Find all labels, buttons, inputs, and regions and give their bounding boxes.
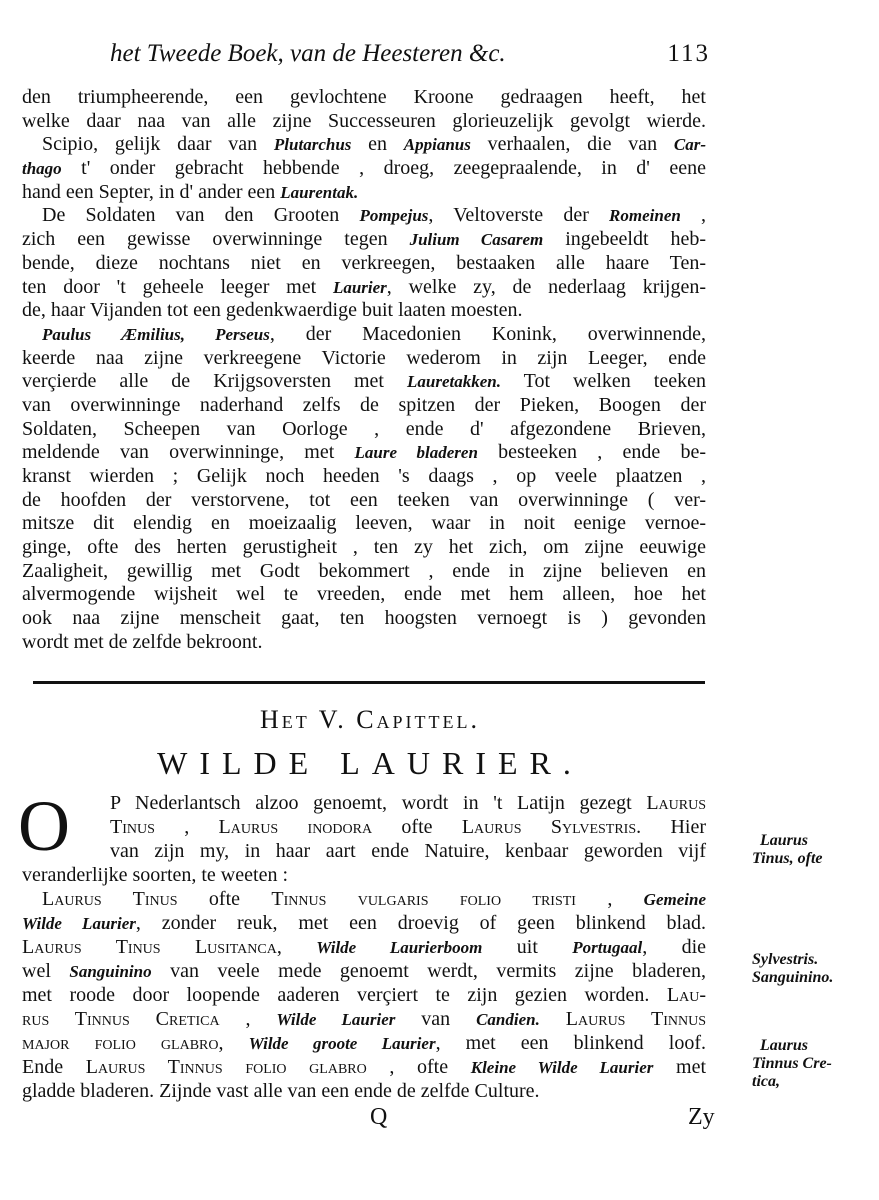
italic-text: Paulus Æmilius, Perseus: [42, 324, 270, 344]
text-line: [22, 815, 706, 839]
text-segment: , met een blinkend loof.: [435, 1032, 707, 1054]
text-line: [22, 370, 706, 394]
text-segment: , der Macedonien Konink, overwinnende,: [269, 322, 706, 345]
italic-text: Wilde Laurierboom: [316, 938, 483, 957]
text-line: [22, 1079, 706, 1103]
chapter-heading: Het V. Capittel.: [259, 705, 481, 734]
text-segment: ofte: [177, 888, 272, 910]
margin-note-2: [752, 951, 833, 987]
margin-note-line: tica,: [752, 1073, 780, 1090]
body-text-top: [22, 86, 706, 655]
text-segment: ten door 't geheele leeger met: [22, 275, 333, 298]
small-caps-text: Tinnus vulgaris folio tristi: [271, 888, 576, 910]
text-line: [22, 133, 706, 157]
text-segment: met roode door loopende aaderen verçiert te zijn gezien worden.: [22, 984, 667, 1006]
italic-text: Julium Casarem: [409, 230, 544, 250]
text-segment: van zijn my, in haar aart ende Natuire, kenbaar geworden vijf: [110, 840, 706, 862]
small-caps-text: Lau-: [666, 984, 706, 1006]
text-segment: van veele mede genoemt werdt, vermits zijne bladeren,: [151, 960, 706, 982]
text-segment: Hier: [641, 816, 707, 838]
italic-text: Lauretakken.: [406, 372, 501, 392]
text-segment: ginge, ofte des herten gerustigheit , ten zy het zich, om zijne eeuwige: [22, 536, 706, 559]
text-line: [22, 1055, 706, 1079]
italic-text: Appianus: [403, 135, 471, 155]
text-line: [22, 631, 706, 655]
text-segment: bende, dieze nochtans niet en verkreegen, bestaaken alle haare Ten-: [22, 251, 706, 274]
text-segment: Soldaten, Scheepen van Oorloge , ende d' afgezondene Brieven,: [22, 417, 706, 440]
margin-note-line: Sylvestris.: [752, 951, 819, 968]
text-segment: P Nederlantsch alzoo genoemt, wordt in 't Latijn gezegt: [110, 792, 647, 814]
text-line: [22, 323, 706, 347]
text-segment: , Veltoverste der: [428, 204, 610, 227]
running-title: het Tweede Boek, van de Heesteren &c.: [110, 40, 506, 67]
text-segment: ,: [575, 888, 644, 910]
text-segment: Zaaligheit, gewillig met Godt bekommert , ende in zijne believen en: [22, 559, 706, 582]
text-segment: ofte: [372, 816, 462, 838]
small-caps-text: Laurus: [646, 792, 706, 814]
text-segment: welke daar naa van alle zijne Successeuren glorieuzelijk gevolgt wierde.: [22, 109, 706, 132]
text-line: [22, 347, 706, 371]
italic-text: Kleine Wilde Laurier: [470, 1058, 654, 1077]
text-segment: den triumpheerende, een gevlochtene Kroone gedraagen heeft, het: [22, 86, 706, 108]
text-line: [22, 959, 706, 983]
section-divider: [33, 681, 705, 684]
text-line: [22, 228, 706, 252]
page-number: 113: [667, 40, 710, 67]
text-segment: verçierde alle de Krijgsoversten met: [22, 370, 407, 393]
running-header: [110, 40, 710, 72]
text-segment: wel: [22, 960, 70, 982]
text-segment: met: [653, 1056, 707, 1078]
text-segment: besteeken , ende be-: [477, 441, 706, 464]
text-line: [22, 418, 706, 442]
text-line: [22, 276, 706, 300]
text-segment: , die: [642, 936, 707, 958]
drop-cap: O: [18, 786, 70, 866]
margin-note-line: Tinnus Cre-: [752, 1055, 832, 1072]
italic-text: Laurier: [332, 277, 387, 297]
italic-text: Car-: [673, 135, 706, 155]
text-line: [22, 863, 706, 887]
catchword: Zy: [688, 1104, 715, 1130]
text-segment: [540, 1008, 566, 1030]
text-segment: hand een Septer, in d' ander een: [22, 180, 281, 203]
italic-text: Candien.: [476, 1010, 540, 1029]
text-segment: de, haar Vijanden tot een gedenkwaerdige buit laaten moesten.: [22, 299, 523, 322]
text-segment: Ende: [22, 1056, 86, 1078]
text-segment: meldende van overwinninge, met: [22, 441, 355, 464]
italic-text: Wilde Laurier: [22, 914, 136, 933]
signature-mark: Q: [370, 1104, 388, 1130]
text-segment: ,: [276, 936, 317, 958]
text-line: [22, 583, 706, 607]
text-segment: De Soldaten van den Grooten: [22, 204, 360, 227]
text-segment: gladde bladeren. Zijnde vast alle van een ende de zelfde Culture.: [22, 1080, 540, 1102]
italic-text: Gemeine: [643, 890, 706, 909]
text-segment: keerde naa zijne verkreegene Victorie wederom in zijn Leeger, ende: [22, 346, 706, 369]
italic-text: Plutarchus: [273, 135, 352, 155]
text-segment: alvermogende wijsheit wel te vreeden, ende met hem alleen, hoe het: [22, 583, 706, 606]
text-line: [22, 86, 706, 110]
text-line: [22, 607, 706, 631]
text-segment: mitsze dit elendig en moeizaalig leeven, waar in noit eenige vernoe-: [22, 512, 706, 535]
text-line: [22, 1031, 706, 1055]
italic-text: Pompejus: [359, 206, 429, 226]
italic-text: Wilde Laurier: [276, 1010, 396, 1029]
text-segment: veranderlijke soorten, te weeten :: [22, 864, 288, 886]
text-segment: uit: [482, 936, 573, 958]
text-line: [22, 110, 706, 134]
text-segment: kranst wierden ; Gelijk noch heeden 's daags , op veele plaatzen ,: [22, 465, 706, 487]
italic-text: Laure bladeren: [354, 443, 478, 463]
text-line: [22, 791, 706, 815]
text-segment: , zonder reuk, met een droevig of geen blinkend blad.: [135, 912, 706, 934]
text-line: [22, 536, 706, 560]
small-caps-text: Laurus Tinus Lusitanca: [22, 936, 277, 958]
margin-note-1: [752, 832, 823, 868]
margin-note-line: Laurus: [760, 832, 809, 849]
text-segment: van overwinninge naderhand zelfs de spitzen der Pieken, Boogen der: [22, 393, 706, 416]
text-segment: [22, 888, 42, 910]
text-line: [22, 489, 706, 513]
text-line: [22, 157, 706, 181]
small-caps-text: Laurus Tinnus: [565, 1008, 707, 1030]
small-caps-text: Laurus Tinus: [42, 888, 178, 910]
text-segment: en: [351, 133, 404, 156]
text-line: [22, 181, 706, 205]
text-segment: van: [395, 1008, 477, 1030]
italic-text: Sanguinino: [69, 962, 152, 981]
text-segment: verhaalen, die van: [470, 133, 674, 156]
margin-note-line: Tinus, ofte: [752, 850, 823, 867]
text-segment: zich een gewisse overwinninge tegen: [22, 228, 410, 251]
text-segment: de hoofden der verstorvene, tot een teeken van overwinninge ( ver-: [22, 488, 706, 511]
text-line: [22, 839, 706, 863]
italic-text: Romeinen: [609, 206, 681, 226]
text-segment: ook naa zijne menscheit gaat, ten hoogsten vernoegt is ) gevonden: [22, 607, 706, 630]
text-segment: [22, 323, 42, 345]
small-caps-text: Laurus Tinnus folio glabro: [85, 1056, 367, 1078]
margin-note-3: [752, 1037, 832, 1091]
text-line: [22, 935, 706, 959]
text-segment: Tot welken teeken: [500, 370, 706, 393]
text-line: [22, 299, 706, 323]
italic-text: Laurentak.: [280, 182, 359, 202]
text-line: [22, 887, 706, 911]
text-line: [22, 983, 706, 1007]
text-segment: , ofte: [366, 1056, 471, 1078]
text-segment: ,: [218, 1032, 249, 1054]
italic-text: Wilde groote Laurier: [248, 1034, 436, 1053]
small-caps-text: Tinus , Laurus inodora: [110, 816, 373, 838]
text-line: [22, 911, 706, 935]
small-caps-text: Laurus Sylvestris.: [461, 816, 642, 838]
chapter-title: WILDE LAURIER.: [157, 745, 583, 781]
text-segment: Scipio, gelijk daar van: [22, 133, 274, 156]
text-line: [22, 252, 706, 276]
small-caps-text: rus Tinnus Cretica: [22, 1008, 220, 1030]
text-segment: wordt met de zelfde bekroont.: [22, 630, 263, 653]
italic-text: Portugaal: [572, 938, 643, 957]
text-line: [22, 204, 706, 228]
text-segment: ,: [680, 204, 707, 227]
text-line: [22, 441, 706, 465]
margin-note-line: Laurus: [760, 1037, 809, 1054]
text-line: [22, 465, 706, 489]
text-segment: t' onder gebracht hebbende , droeg, zeegepraalende, in d' eene: [61, 157, 706, 180]
text-segment: ,: [219, 1008, 277, 1030]
text-line: [22, 512, 706, 536]
body-text-chapter: [22, 791, 706, 1103]
text-line: [22, 394, 706, 418]
small-caps-text: major folio glabro: [22, 1032, 219, 1054]
text-line: [22, 1007, 706, 1031]
text-segment: ingebeeldt heb-: [543, 228, 707, 251]
text-line: [22, 560, 706, 584]
italic-text: thago: [22, 159, 62, 179]
margin-note-line: Sanguinino.: [752, 969, 834, 986]
text-segment: , welke zy, de nederlaag krijgen-: [386, 275, 707, 298]
